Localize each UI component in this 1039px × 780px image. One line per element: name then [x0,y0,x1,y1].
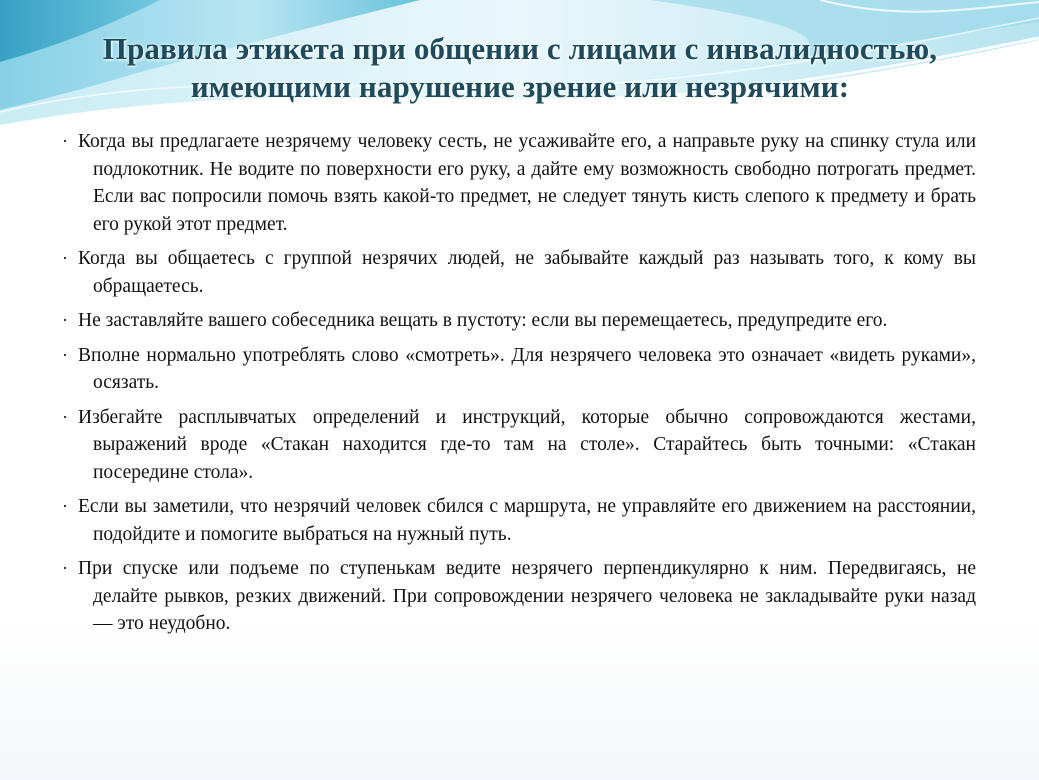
rule-item-5 [62,404,976,487]
bullet-icon: · [62,558,68,578]
slide-title [20,30,1020,106]
bullet-icon: · [62,344,68,365]
rule-text-3: Не заставляйте вашего собеседника вещать в пустоту: если вы перемещаетесь, предупредите его. [78,310,888,331]
bullet-icon: · [62,406,68,427]
rule-item-3 [62,307,976,335]
rule-item-4 [62,342,976,397]
bullet-icon: · [62,248,68,268]
rule-item-6 [62,493,976,548]
title-line-1: Правила этикета при общении с лицами с инвалидностью, [102,31,938,66]
rule-text-4: Вполне нормально употреблять слово «смотреть». Для незрячего человека это означает «видеть руками», осязать. [78,344,976,393]
rule-item-2 [62,245,976,300]
rules-list [62,128,976,645]
rule-text-2: Когда вы общаетесь с группой незрячих людей, не забывайте каждый раз называть того, к кому вы обращаетесь. [78,248,976,297]
bullet-icon: · [62,131,68,151]
bullet-icon: · [62,310,68,330]
rule-item-7 [62,555,976,638]
bullet-icon: · [62,496,68,516]
rule-text-1: Когда вы предлагаете незрячему человеку сесть, не усаживайте его, а направьте руку на спинку стула или подлокотник. Не водите по поверхности его руку, а дайте ему возможность свободно потрогать предмет. Если вас попросили помочь взять какой-то предмет, не следует тянуть кисть слепого к предмету и брать его рукой этот предмет. [78,131,976,235]
rule-text-7: При спуске или подъеме по ступенькам ведите незрячего перпендикулярно к ним. Передвигаясь, не делайте рывков, резких движений. При сопровождении незрячего человека не закладывайте руки назад — это неудобно. [78,558,976,634]
rule-text-6: Если вы заметили, что незрячий человек сбился с маршрута, не управляйте его движением на расстоянии, подойдите и помогите выбраться на нужный путь. [78,496,976,545]
title-line-2: имеющими нарушение зрение или незрячими: [190,69,850,104]
rule-item-1 [62,128,976,238]
rule-text-5: Избегайте расплывчатых определений и инструкций, которые обычно сопровождаются жестами, выражений вроде «Стакан находится где-то там на столе». Старайтесь быть точными: «Стакан посередине стола». [78,406,976,483]
